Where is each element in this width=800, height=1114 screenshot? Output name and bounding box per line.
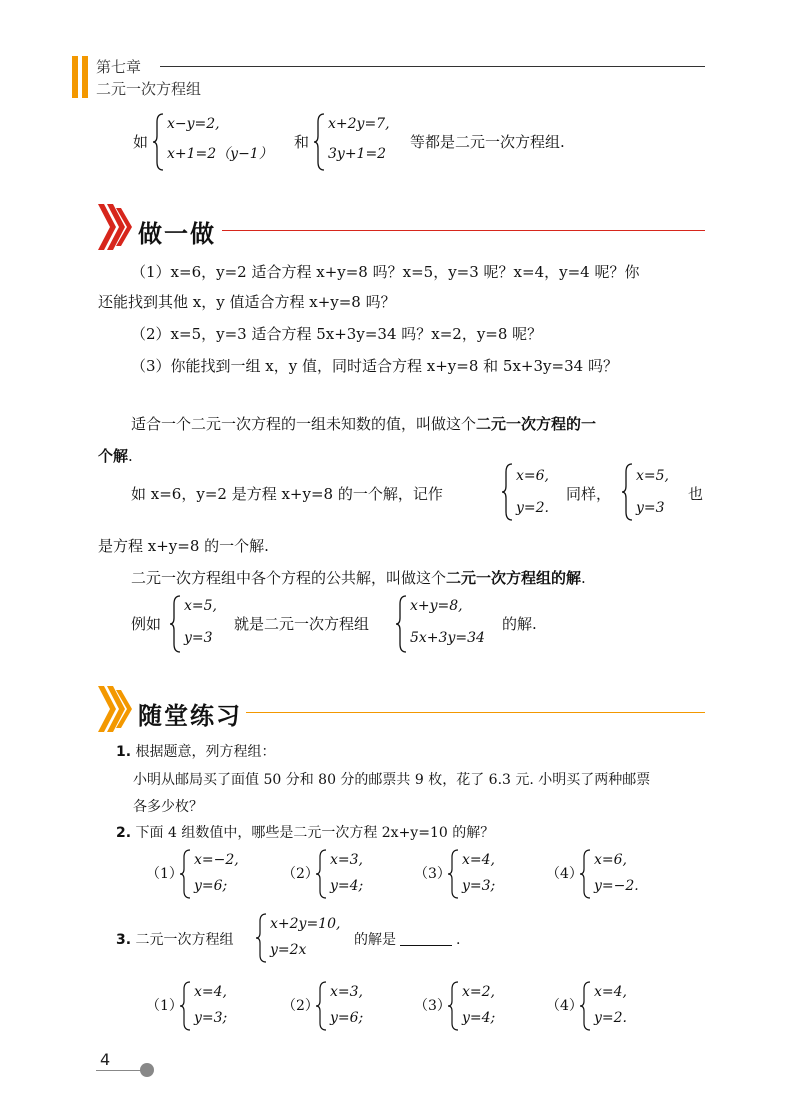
practice-3-num: 3. [116, 932, 132, 948]
footer-dot [140, 1063, 154, 1077]
ex1-post: 也 [688, 485, 704, 503]
section-title-practice: 随堂练习 [138, 702, 242, 730]
system-row: x=3, [330, 852, 363, 868]
p3-opt1-label: （1） [146, 998, 183, 1014]
def2-end: . [581, 569, 586, 587]
system-row: y=−2. [594, 878, 639, 894]
def1-pre: 适合一个二元一次方程的一组未知数的值，叫做这个 [131, 415, 477, 433]
ex2-pre: 例如 [131, 615, 162, 633]
chapter-title: 二元一次方程组 [96, 80, 202, 98]
ex1-system-2 [622, 462, 682, 522]
brace-icon [622, 462, 634, 522]
system-row: 3y+1=2 [328, 146, 387, 162]
p3-opt3-label: （3） [414, 998, 451, 1014]
system-row: y=2x [270, 942, 307, 958]
header-rule [160, 66, 705, 67]
brace-icon [180, 848, 192, 900]
system-row: y=4; [462, 1010, 496, 1026]
system-row: x+2y=10, [270, 916, 341, 932]
def2-line [131, 568, 586, 588]
p2-opt2-system [316, 848, 396, 900]
p3-opt1-system [180, 980, 260, 1032]
intro-system-2 [314, 112, 414, 172]
p2-opt4-system [580, 848, 670, 900]
section-rule-red [222, 230, 705, 231]
header-bar-2 [82, 56, 88, 98]
intro-and: 和 [294, 133, 310, 151]
practice-3-text: 二元一次方程组 [135, 932, 234, 948]
def1-line1 [131, 414, 596, 434]
ex2-system [170, 594, 230, 654]
p3-opt4-label: （4） [546, 998, 583, 1014]
section-title-do: 做一做 [138, 220, 216, 248]
chevrons-orange-icon [98, 686, 134, 732]
practice-1-line2: 小明从邮局买了面值 50 分和 80 分的邮票共 9 枚，花了 6.3 元. 小明买了两种邮票 [133, 772, 651, 788]
p2-opt1-system [180, 848, 260, 900]
system-row: x=5, [184, 598, 217, 614]
brace-icon [316, 848, 328, 900]
system-row: y=2. [594, 1010, 627, 1026]
p2-opt2-label: （2） [282, 866, 319, 882]
practice-3 [116, 930, 234, 950]
system-row: y=4; [330, 878, 364, 894]
practice-1-num: 1. [116, 744, 132, 760]
brace-icon [153, 112, 165, 172]
system-row: y=2. [516, 500, 549, 516]
system-row: x=2, [462, 984, 495, 1000]
brace-icon [316, 980, 328, 1032]
practice-2 [116, 823, 494, 843]
ex2-system-2 [396, 594, 496, 654]
def1-line2 [98, 446, 133, 466]
page-number: 4 [100, 1050, 111, 1069]
intro-prefix: 如 [133, 133, 149, 151]
p3-opt4-system [580, 980, 660, 1032]
practice-1 [116, 742, 276, 762]
p2-opt1-label: （1） [146, 866, 183, 882]
intro-system-1 [153, 112, 293, 172]
brace-icon [170, 594, 182, 654]
practice-3-post-text: 的解是 [354, 932, 396, 948]
p3-opt3-system [448, 980, 528, 1032]
brace-icon [580, 980, 592, 1032]
header-bar-1 [72, 56, 78, 98]
system-row: x−y=2, [167, 116, 220, 132]
system-row: y=6; [330, 1010, 364, 1026]
chapter-label: 第七章 [96, 58, 142, 76]
brace-icon [448, 848, 460, 900]
answer-blank[interactable] [400, 931, 452, 946]
brace-icon [180, 980, 192, 1032]
system-row: x=3, [330, 984, 363, 1000]
def1-bold2: 个解 [98, 447, 129, 465]
practice-2-text: 下面 4 组数值中，哪些是二元一次方程 2x+y=10 的解？ [135, 825, 495, 841]
p2-opt3-label: （3） [414, 866, 451, 882]
practice-2-num: 2. [116, 825, 132, 841]
practice-1-text: 根据题意，列方程组： [135, 744, 276, 760]
chevrons-red-icon [98, 204, 134, 250]
system-row: x=4, [462, 852, 495, 868]
system-row: x=6, [516, 468, 549, 484]
ex1-system [502, 462, 562, 522]
p2-opt4-label: （4） [546, 866, 583, 882]
system-row: x+1=2（y−1） [167, 146, 273, 162]
practice-3-end: . [456, 932, 461, 948]
brace-icon [256, 912, 268, 964]
def2-pre: 二元一次方程组中各个方程的公共解，叫做这个 [131, 569, 447, 587]
system-row: y=3 [636, 500, 665, 516]
brace-icon [502, 462, 514, 522]
p3-opt2-label: （2） [282, 998, 319, 1014]
system-row: y=3; [462, 878, 496, 894]
ex2-post: 的解. [502, 615, 537, 633]
ex1-pre: 如 x=6，y=2 是方程 x+y=8 的一个解，记作 [131, 485, 443, 503]
ex1-mid: 同样， [566, 485, 612, 503]
intro-suffix: 等都是二元一次方程组. [410, 133, 565, 151]
ex1-line2: 是方程 x+y=8 的一个解. [98, 537, 269, 555]
do-q1-line1: （1）x=6，y=2 适合方程 x+y=8 吗？x=5，y=3 呢？x=4，y=4 呢？你 [131, 263, 640, 281]
system-row: y=3 [184, 630, 213, 646]
do-q1-line2: 还能找到其他 x，y 值适合方程 x+y=8 吗？ [98, 293, 396, 311]
p3-system [256, 912, 356, 964]
brace-icon [396, 594, 408, 654]
system-row: 5x+3y=34 [410, 630, 485, 646]
brace-icon [314, 112, 326, 172]
practice-3-post [354, 930, 460, 950]
footer-rule [96, 1070, 144, 1071]
p3-opt2-system [316, 980, 396, 1032]
system-row: y=3; [194, 1010, 228, 1026]
brace-icon [580, 848, 592, 900]
do-q3: （3）你能找到一组 x，y 值，同时适合方程 x+y=8 和 5x+3y=34 吗？ [131, 357, 618, 375]
system-row: x=6, [594, 852, 627, 868]
def2-bold: 二元一次方程组的解 [446, 569, 582, 587]
do-q2: （2）x=5，y=3 适合方程 5x+3y=34 吗？x=2，y=8 呢？ [131, 325, 543, 343]
system-row: x=5, [636, 468, 669, 484]
brace-icon [448, 980, 460, 1032]
system-row: x=4, [594, 984, 627, 1000]
p2-opt3-system [448, 848, 528, 900]
def1-end: . [128, 447, 133, 465]
system-row: y=6; [194, 878, 228, 894]
system-row: x=−2, [194, 852, 239, 868]
section-rule-orange [246, 712, 705, 713]
practice-1-line3: 各多少枚？ [133, 799, 203, 815]
system-row: x=4, [194, 984, 227, 1000]
system-row: x+2y=7, [328, 116, 390, 132]
system-row: x+y=8, [410, 598, 463, 614]
def1-bold: 二元一次方程的一 [476, 415, 597, 433]
ex2-mid: 就是二元一次方程组 [234, 615, 370, 633]
